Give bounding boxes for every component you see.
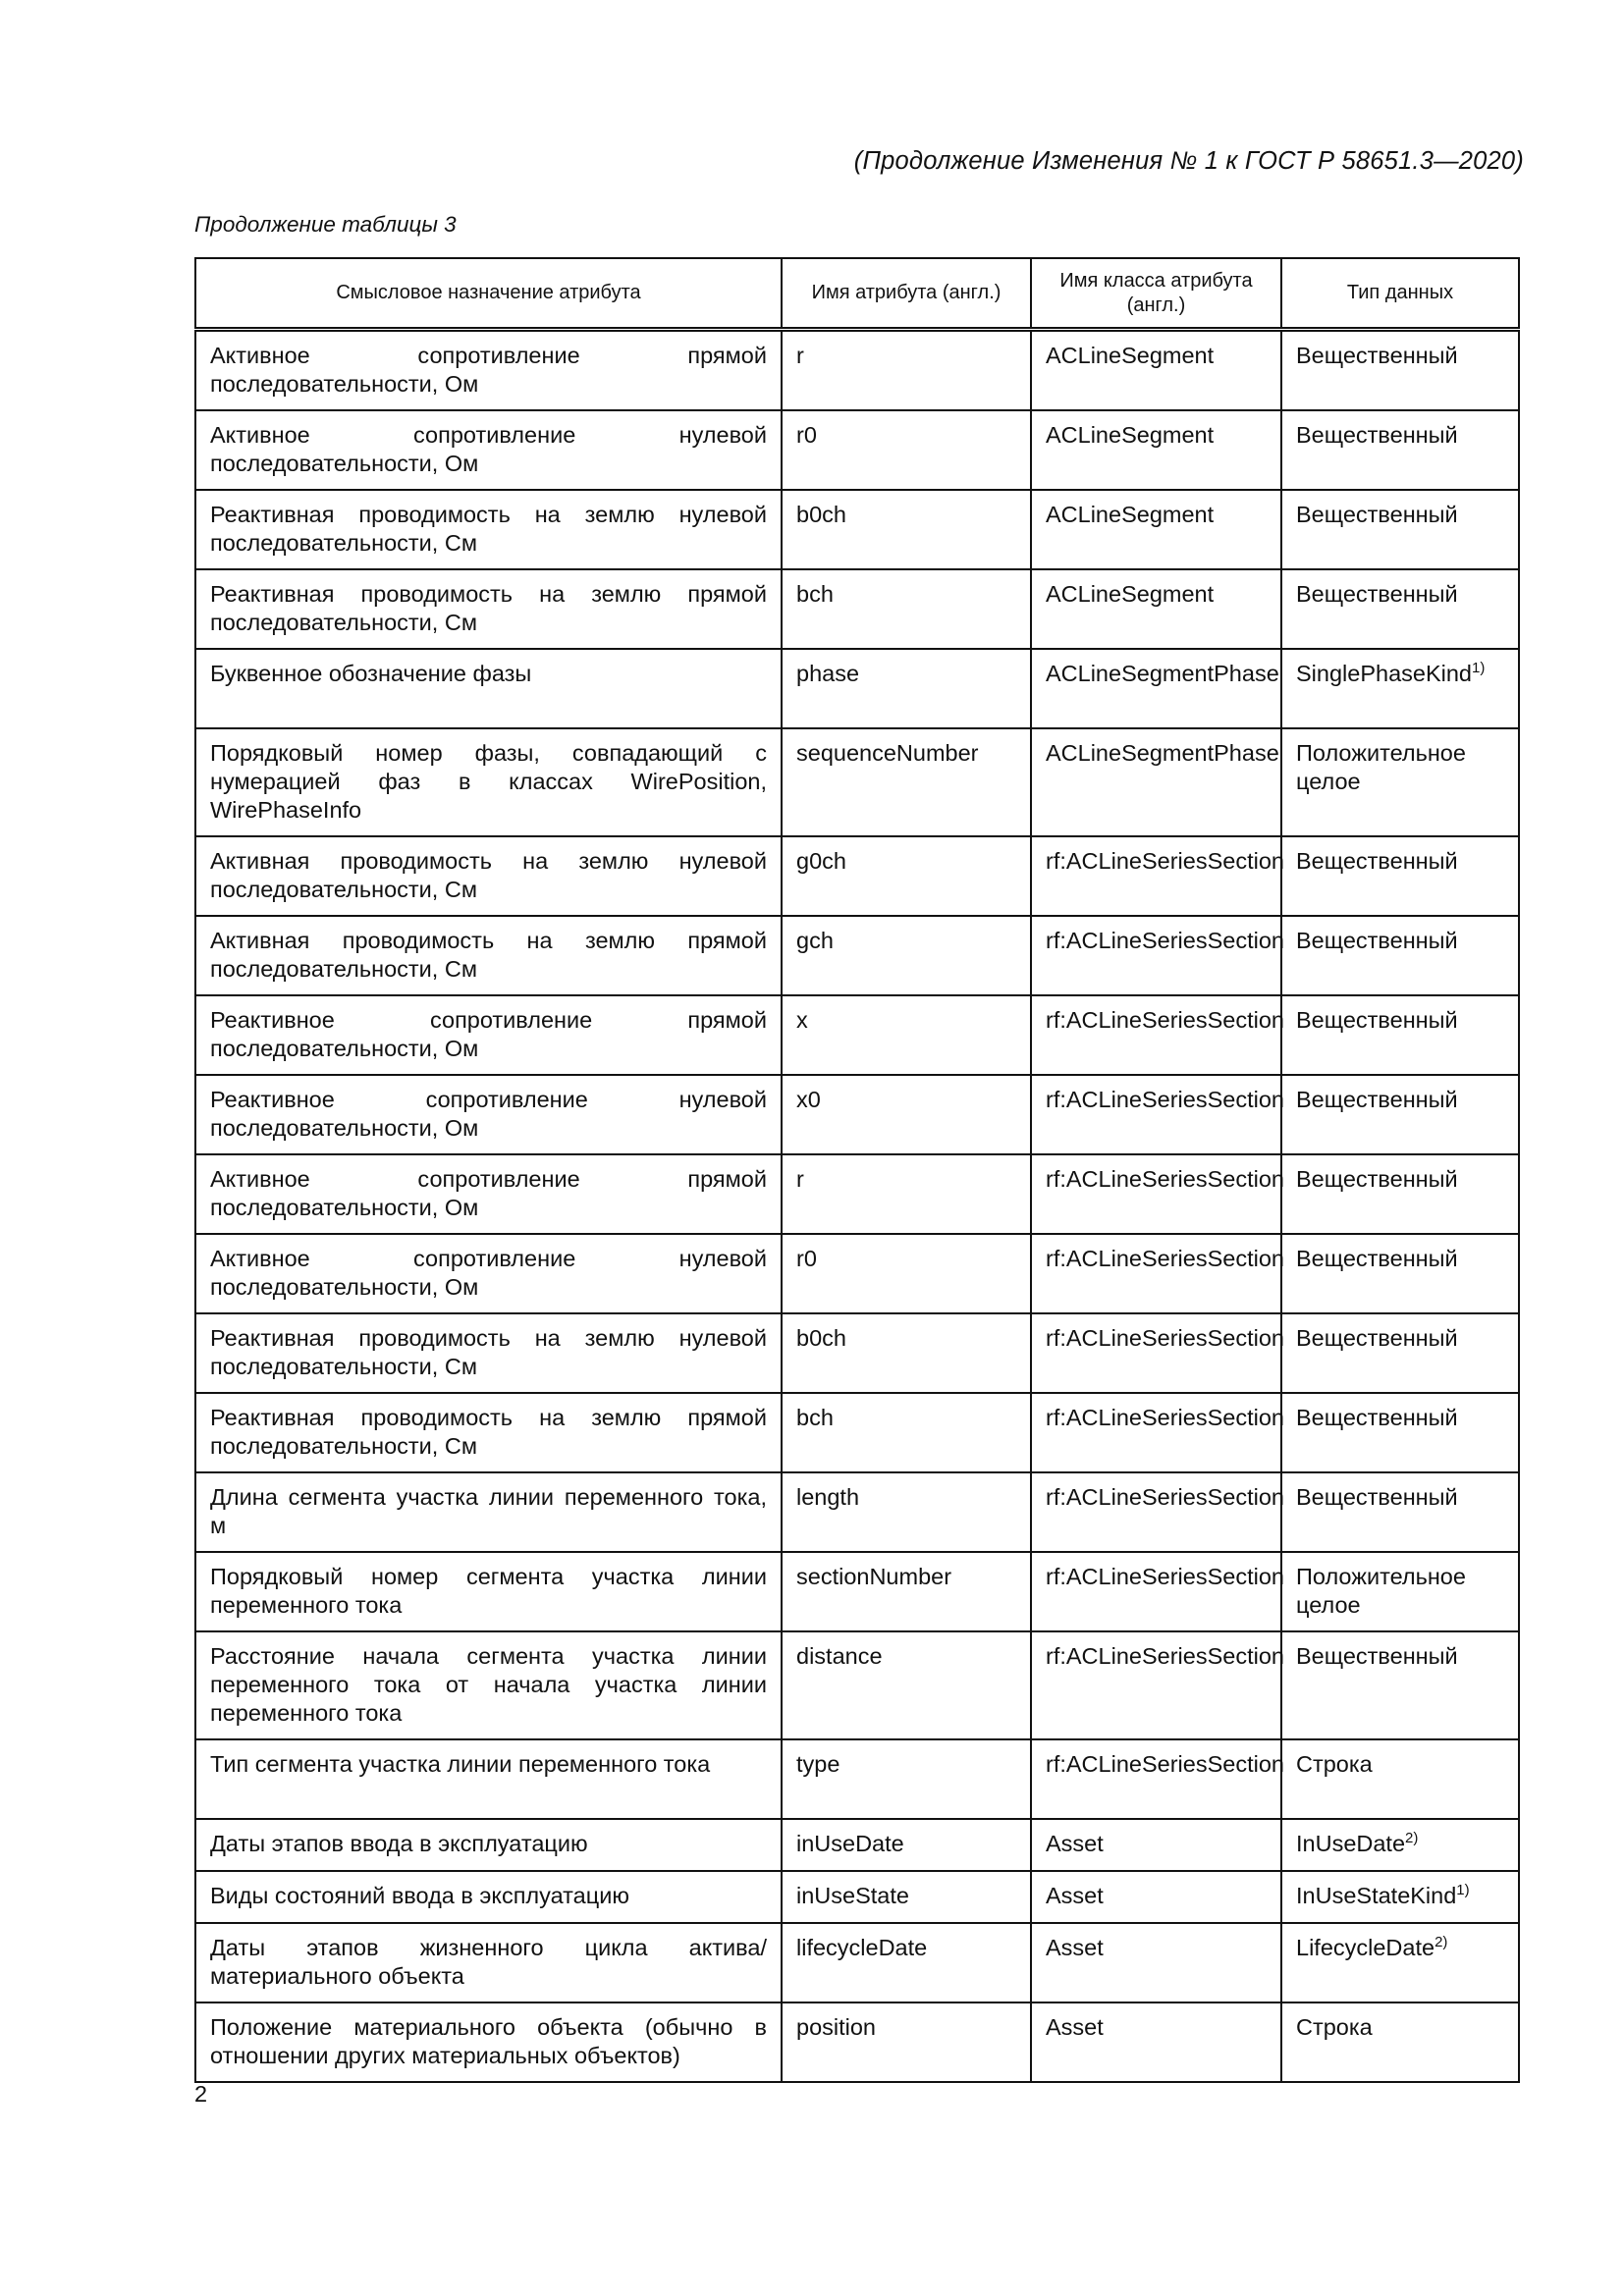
cell-purpose: Порядковый номер фазы, совпадающий с нумерацией фаз в классах WirePosition, WirePhaseInfo xyxy=(195,728,782,836)
cell-attr-name: bch xyxy=(782,1393,1031,1472)
cell-data-type xyxy=(1281,1819,1519,1871)
footnote-marker: 2) xyxy=(1405,1830,1419,1846)
cell-data-type xyxy=(1281,995,1519,1075)
cell-purpose: Даты этапов ввода в эксплуатацию xyxy=(195,1819,782,1871)
data-type-value: Вещественный xyxy=(1296,1007,1458,1033)
cell-data-type xyxy=(1281,1871,1519,1923)
data-type-value: Положительное целое xyxy=(1296,740,1466,794)
cell-data-type xyxy=(1281,569,1519,649)
cell-attr-name: r0 xyxy=(782,410,1031,490)
table-row xyxy=(195,1923,1519,2002)
data-type-value: Вещественный xyxy=(1296,1087,1458,1112)
table-row xyxy=(195,916,1519,995)
cell-class-name: Asset xyxy=(1031,1819,1281,1871)
cell-attr-name: b0ch xyxy=(782,490,1031,569)
cell-class-name: rf:ACLineSeriesSection xyxy=(1031,1472,1281,1552)
cell-data-type xyxy=(1281,1313,1519,1393)
cell-purpose: Реактивная проводимость на землю нулевой последовательности, См xyxy=(195,1313,782,1393)
cell-data-type xyxy=(1281,2002,1519,2082)
data-type-value: Вещественный xyxy=(1296,581,1458,607)
attributes-table xyxy=(194,257,1520,2083)
cell-purpose: Активное сопротивление прямой последовательности, Ом xyxy=(195,330,782,411)
cell-attr-name: g0ch xyxy=(782,836,1031,916)
table-row xyxy=(195,490,1519,569)
cell-attr-name: type xyxy=(782,1739,1031,1819)
cell-class-name: rf:ACLineSeriesSection xyxy=(1031,1739,1281,1819)
table-caption: Продолжение таблицы 3 xyxy=(194,212,457,237)
cell-purpose: Реактивная проводимость на землю прямой последовательности, См xyxy=(195,569,782,649)
cell-purpose: Расстояние начала сегмента участка линии переменного тока от начала участка линии переменного тока xyxy=(195,1631,782,1739)
table-header-row xyxy=(195,258,1519,330)
cell-purpose: Активное сопротивление нулевой последовательности, Ом xyxy=(195,1234,782,1313)
cell-class-name: ACLineSegment xyxy=(1031,490,1281,569)
page-number: 2 xyxy=(194,2081,208,2107)
data-type-value: Вещественный xyxy=(1296,343,1458,368)
cell-class-name: rf:ACLineSeriesSection xyxy=(1031,1393,1281,1472)
cell-data-type xyxy=(1281,916,1519,995)
cell-purpose: Буквенное обозначение фазы xyxy=(195,649,782,728)
cell-class-name: ACLineSegmentPhase xyxy=(1031,728,1281,836)
data-type-value: LifecycleDate xyxy=(1296,1935,1435,1960)
cell-attr-name: r0 xyxy=(782,1234,1031,1313)
cell-attr-name: length xyxy=(782,1472,1031,1552)
cell-attr-name: inUseDate xyxy=(782,1819,1031,1871)
data-type-value: InUseStateKind xyxy=(1296,1883,1457,1908)
cell-purpose: Положение материального объекта (обычно в отношении других материальных объектов) xyxy=(195,2002,782,2082)
table-row xyxy=(195,1234,1519,1313)
cell-attr-name: distance xyxy=(782,1631,1031,1739)
cell-purpose: Виды состояний ввода в эксплуатацию xyxy=(195,1871,782,1923)
column-header-class-name: Имя класса атрибута (англ.) xyxy=(1031,258,1281,330)
data-type-value: Вещественный xyxy=(1296,1405,1458,1430)
cell-data-type xyxy=(1281,649,1519,728)
cell-class-name: ACLineSegment xyxy=(1031,410,1281,490)
cell-class-name: rf:ACLineSeriesSection xyxy=(1031,1631,1281,1739)
table-row xyxy=(195,1552,1519,1631)
cell-purpose: Реактивное сопротивление прямой последовательности, Ом xyxy=(195,995,782,1075)
cell-class-name: Asset xyxy=(1031,2002,1281,2082)
table-row xyxy=(195,1313,1519,1393)
table-row xyxy=(195,1819,1519,1871)
data-type-value: Вещественный xyxy=(1296,1484,1458,1510)
cell-class-name: rf:ACLineSeriesSection xyxy=(1031,1154,1281,1234)
column-header-purpose: Смысловое назначение атрибута xyxy=(195,258,782,330)
column-header-attr-name: Имя атрибута (англ.) xyxy=(782,258,1031,330)
data-type-value: Положительное целое xyxy=(1296,1564,1466,1618)
table-row xyxy=(195,1154,1519,1234)
cell-data-type xyxy=(1281,1154,1519,1234)
footnote-marker: 2) xyxy=(1435,1934,1448,1950)
cell-class-name: rf:ACLineSeriesSection xyxy=(1031,995,1281,1075)
cell-data-type xyxy=(1281,728,1519,836)
table-row xyxy=(195,2002,1519,2082)
cell-data-type xyxy=(1281,836,1519,916)
data-type-value: Вещественный xyxy=(1296,1166,1458,1192)
cell-purpose: Порядковый номер сегмента участка линии переменного тока xyxy=(195,1552,782,1631)
footnote-marker: 1) xyxy=(1456,1882,1470,1898)
cell-class-name: rf:ACLineSeriesSection xyxy=(1031,1313,1281,1393)
cell-purpose: Активная проводимость на землю нулевой последовательности, См xyxy=(195,836,782,916)
cell-class-name: rf:ACLineSeriesSection xyxy=(1031,1552,1281,1631)
data-type-value: Вещественный xyxy=(1296,1325,1458,1351)
cell-purpose: Активная проводимость на землю прямой последовательности, См xyxy=(195,916,782,995)
cell-data-type xyxy=(1281,330,1519,411)
cell-class-name: Asset xyxy=(1031,1871,1281,1923)
cell-purpose: Реактивная проводимость на землю прямой последовательности, См xyxy=(195,1393,782,1472)
cell-class-name: rf:ACLineSeriesSection xyxy=(1031,1234,1281,1313)
data-type-value: Вещественный xyxy=(1296,848,1458,874)
cell-attr-name: sectionNumber xyxy=(782,1552,1031,1631)
cell-attr-name: phase xyxy=(782,649,1031,728)
table-row xyxy=(195,728,1519,836)
cell-attr-name: r xyxy=(782,330,1031,411)
cell-class-name: ACLineSegment xyxy=(1031,569,1281,649)
table-row xyxy=(195,1871,1519,1923)
table-row xyxy=(195,410,1519,490)
data-type-value: Строка xyxy=(1296,1751,1373,1777)
cell-data-type xyxy=(1281,1234,1519,1313)
cell-attr-name: r xyxy=(782,1154,1031,1234)
table-row xyxy=(195,995,1519,1075)
cell-attr-name: inUseState xyxy=(782,1871,1031,1923)
data-type-value: Вещественный xyxy=(1296,422,1458,448)
table-row xyxy=(195,1472,1519,1552)
column-header-data-type: Тип данных xyxy=(1281,258,1519,330)
cell-purpose: Активное сопротивление прямой последовательности, Ом xyxy=(195,1154,782,1234)
cell-data-type xyxy=(1281,1075,1519,1154)
cell-class-name: ACLineSegment xyxy=(1031,330,1281,411)
data-type-value: Вещественный xyxy=(1296,928,1458,953)
table-row xyxy=(195,1739,1519,1819)
cell-class-name: rf:ACLineSeriesSection xyxy=(1031,916,1281,995)
table-row xyxy=(195,569,1519,649)
table-row xyxy=(195,330,1519,411)
cell-class-name: rf:ACLineSeriesSection xyxy=(1031,1075,1281,1154)
cell-data-type xyxy=(1281,490,1519,569)
cell-attr-name: bch xyxy=(782,569,1031,649)
cell-class-name: rf:ACLineSeriesSection xyxy=(1031,836,1281,916)
cell-data-type xyxy=(1281,1393,1519,1472)
cell-purpose: Даты этапов жизненного цикла актива/материального объекта xyxy=(195,1923,782,2002)
cell-attr-name: lifecycleDate xyxy=(782,1923,1031,2002)
data-type-value: Строка xyxy=(1296,2014,1373,2040)
data-type-value: Вещественный xyxy=(1296,1643,1458,1669)
document-continuation-header: (Продолжение Изменения № 1 к ГОСТ Р 58651.3—2020) xyxy=(853,147,1524,175)
cell-data-type xyxy=(1281,1739,1519,1819)
cell-purpose: Длина сегмента участка линии переменного тока, м xyxy=(195,1472,782,1552)
data-type-value: SinglePhaseKind xyxy=(1296,661,1472,686)
data-type-value: Вещественный xyxy=(1296,1246,1458,1271)
cell-attr-name: x0 xyxy=(782,1075,1031,1154)
cell-attr-name: sequenceNumber xyxy=(782,728,1031,836)
cell-purpose: Реактивная проводимость на землю нулевой последовательности, См xyxy=(195,490,782,569)
cell-data-type xyxy=(1281,1552,1519,1631)
table-row xyxy=(195,1393,1519,1472)
cell-purpose: Активное сопротивление нулевой последовательности, Ом xyxy=(195,410,782,490)
cell-attr-name: gch xyxy=(782,916,1031,995)
cell-purpose: Реактивное сопротивление нулевой последовательности, Ом xyxy=(195,1075,782,1154)
cell-attr-name: x xyxy=(782,995,1031,1075)
cell-data-type xyxy=(1281,1631,1519,1739)
cell-data-type xyxy=(1281,1923,1519,2002)
cell-attr-name: position xyxy=(782,2002,1031,2082)
cell-data-type xyxy=(1281,1472,1519,1552)
table-body xyxy=(195,330,1519,2083)
table-row xyxy=(195,836,1519,916)
table-row xyxy=(195,1631,1519,1739)
cell-data-type xyxy=(1281,410,1519,490)
cell-class-name: Asset xyxy=(1031,1923,1281,2002)
cell-attr-name: b0ch xyxy=(782,1313,1031,1393)
cell-purpose: Тип сегмента участка линии переменного тока xyxy=(195,1739,782,1819)
table-row xyxy=(195,649,1519,728)
table-row xyxy=(195,1075,1519,1154)
footnote-marker: 1) xyxy=(1472,660,1486,676)
cell-class-name: ACLineSegmentPhase xyxy=(1031,649,1281,728)
data-type-value: InUseDate xyxy=(1296,1831,1406,1856)
data-type-value: Вещественный xyxy=(1296,502,1458,527)
